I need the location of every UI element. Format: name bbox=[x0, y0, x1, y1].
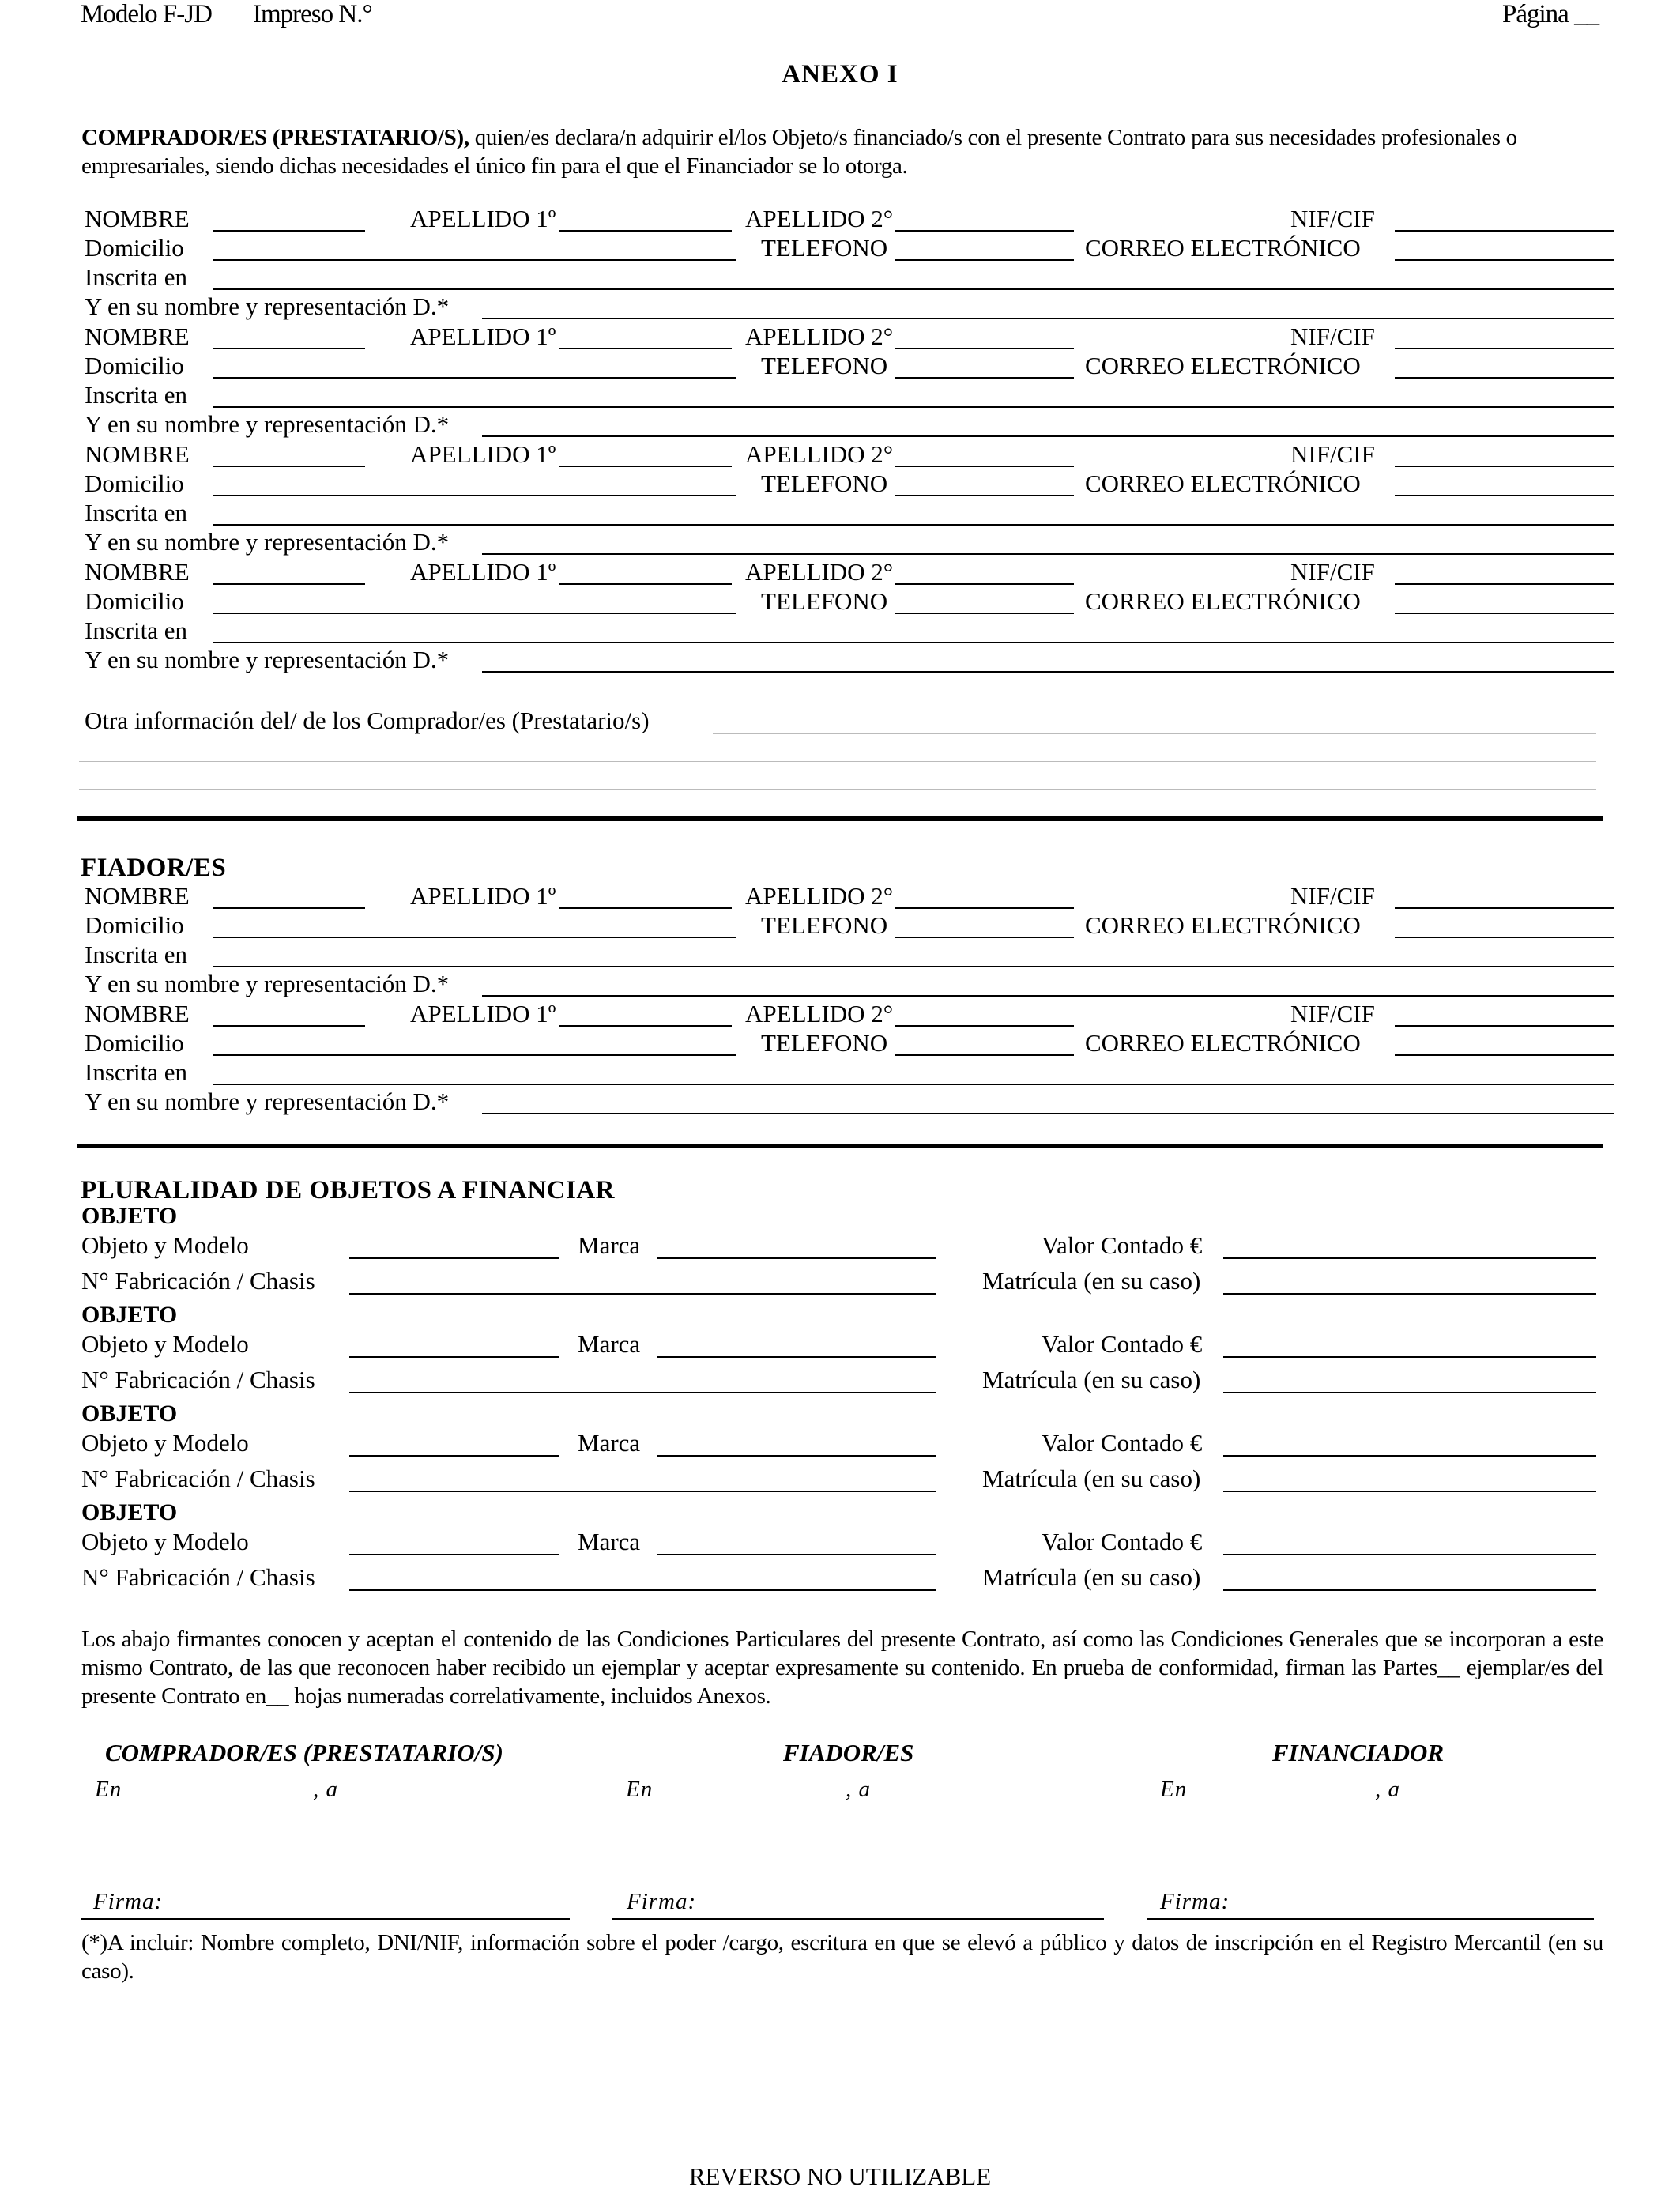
sig-comprador-en: En bbox=[95, 1777, 122, 1802]
comprador-1-apellido1-field[interactable] bbox=[559, 230, 732, 232]
fiador-2-nif-field[interactable] bbox=[1395, 1025, 1614, 1027]
otra-informacion-line-1[interactable] bbox=[713, 733, 1596, 734]
comprador-2-apellido2-label: APELLIDO 2° bbox=[745, 322, 894, 350]
comprador-1-nombre-label: NOMBRE bbox=[85, 205, 190, 232]
comprador-1-inscrita-label: Inscrita en bbox=[85, 263, 187, 291]
fiador-2-telefono-label: TELEFONO bbox=[761, 1029, 888, 1057]
fiador-2-domicilio-label: Domicilio bbox=[85, 1029, 184, 1057]
comprador-2-nombre-field[interactable] bbox=[213, 348, 365, 349]
fiador-1-correo-label: CORREO ELECTRÓNICO bbox=[1085, 911, 1361, 939]
objeto-3-marca-label: Marca bbox=[578, 1429, 641, 1457]
objeto-1-objeto-modelo-label: Objeto y Modelo bbox=[81, 1231, 249, 1259]
objeto-2-valor-label: Valor Contado € bbox=[1042, 1330, 1203, 1358]
comprador-2-telefono-field[interactable] bbox=[895, 377, 1074, 379]
fiador-1-telefono-field[interactable] bbox=[895, 937, 1074, 938]
fiador-1-apellido1-field[interactable] bbox=[559, 907, 732, 909]
comprador-4-inscrita-field[interactable] bbox=[213, 642, 1614, 643]
fiador-2-correo-label: CORREO ELECTRÓNICO bbox=[1085, 1029, 1361, 1057]
comprador-2-domicilio-label: Domicilio bbox=[85, 352, 184, 379]
fiador-2-nombre-field[interactable] bbox=[213, 1025, 365, 1027]
comprador-3-nombre-field[interactable] bbox=[213, 466, 365, 467]
comprador-4-apellido2-field[interactable] bbox=[895, 583, 1074, 585]
comprador-1-nif-label: NIF/CIF bbox=[1290, 205, 1375, 232]
comprador-3-apellido1-label: APELLIDO 1º bbox=[410, 440, 556, 468]
comprador-2-correo-field[interactable] bbox=[1395, 377, 1614, 379]
fiador-2-domicilio-field[interactable] bbox=[213, 1054, 736, 1056]
otra-informacion-line-3[interactable] bbox=[79, 789, 1596, 790]
fiador-2-telefono-field[interactable] bbox=[895, 1054, 1074, 1056]
comprador-3-telefono-label: TELEFONO bbox=[761, 469, 888, 497]
fiador-1-domicilio-label: Domicilio bbox=[85, 911, 184, 939]
compradores-intro bbox=[81, 123, 1603, 180]
fiador-1-apellido2-field[interactable] bbox=[895, 907, 1074, 909]
comprador-2-apellido1-label: APELLIDO 1º bbox=[410, 322, 556, 350]
comprador-4-representacion-field[interactable] bbox=[482, 671, 1614, 673]
comprador-4-nombre-label: NOMBRE bbox=[85, 558, 190, 586]
fiador-1-nombre-label: NOMBRE bbox=[85, 882, 190, 910]
objeto-3-marca-field[interactable] bbox=[657, 1455, 936, 1457]
closing-paragraph: Los abajo firmantes conocen y aceptan el contenido de las Condiciones Particulares del presente Contrato, así como las Condiciones Generales que se incorporan a este mismo Contrato, de las que reconocen haber recibido un ejemplar y aceptar expresamente su contenido. En prueba de conformidad, firman las Partes__ ejemplar/es del presente Contrato en__ hojas numeradas correlativamente, incluidos Anexos. bbox=[81, 1627, 1603, 1709]
section-divider bbox=[77, 816, 1603, 821]
sig-fiador-a: , a bbox=[846, 1777, 871, 1802]
comprador-1-apellido2-field[interactable] bbox=[895, 230, 1074, 232]
page-title: ANEXO I bbox=[782, 60, 898, 89]
fiador-1-inscrita-label: Inscrita en bbox=[85, 941, 187, 968]
objeto-2-marca-label: Marca bbox=[578, 1330, 641, 1358]
comprador-2-representacion-label: Y en su nombre y representación D.* bbox=[85, 410, 450, 438]
objeto-4-marca-label: Marca bbox=[578, 1528, 641, 1555]
comprador-2-inscrita-label: Inscrita en bbox=[85, 381, 187, 409]
comprador-3-correo-label: CORREO ELECTRÓNICO bbox=[1085, 469, 1361, 497]
sig-financiador-heading: FINANCIADOR bbox=[1272, 1739, 1445, 1766]
pagina-label: Página __ bbox=[1502, 0, 1599, 28]
comprador-4-domicilio-label: Domicilio bbox=[85, 587, 184, 615]
fiador-1-representacion-label: Y en su nombre y representación D.* bbox=[85, 970, 450, 997]
objeto-2-marca-field[interactable] bbox=[657, 1356, 936, 1358]
sig-comprador-a: , a bbox=[313, 1777, 338, 1802]
objeto-2-matricula-label: Matrícula (en su caso) bbox=[982, 1366, 1201, 1393]
objeto-1-heading: OBJETO bbox=[81, 1203, 178, 1229]
fiador-2-apellido2-label: APELLIDO 2° bbox=[745, 1000, 894, 1027]
objeto-3-fabricacion-field[interactable] bbox=[349, 1491, 936, 1492]
comprador-2-telefono-label: TELEFONO bbox=[761, 352, 888, 379]
fiador-1-nombre-field[interactable] bbox=[213, 907, 365, 909]
impreso-label: Impreso N.° bbox=[253, 0, 372, 28]
comprador-3-inscrita-field[interactable] bbox=[213, 524, 1614, 526]
objeto-2-heading: OBJETO bbox=[81, 1302, 178, 1328]
comprador-1-apellido1-label: APELLIDO 1º bbox=[410, 205, 556, 232]
objeto-4-matricula-field[interactable] bbox=[1223, 1589, 1596, 1591]
modelo-label: Modelo F-JD bbox=[81, 0, 212, 28]
sig-fiador-heading: FIADOR/ES bbox=[783, 1739, 914, 1766]
comprador-2-domicilio-field[interactable] bbox=[213, 377, 736, 379]
comprador-4-correo-field[interactable] bbox=[1395, 613, 1614, 614]
fiador-2-inscrita-label: Inscrita en bbox=[85, 1058, 187, 1086]
fiador-1-representacion-field[interactable] bbox=[482, 995, 1614, 997]
fiador-2-correo-field[interactable] bbox=[1395, 1054, 1614, 1056]
fiador-1-inscrita-field[interactable] bbox=[213, 966, 1614, 967]
fiador-1-telefono-label: TELEFONO bbox=[761, 911, 888, 939]
comprador-4-correo-label: CORREO ELECTRÓNICO bbox=[1085, 587, 1361, 615]
comprador-3-nif-label: NIF/CIF bbox=[1290, 440, 1375, 468]
comprador-2-correo-label: CORREO ELECTRÓNICO bbox=[1085, 352, 1361, 379]
objeto-2-objeto-modelo-field[interactable] bbox=[349, 1356, 559, 1358]
comprador-4-telefono-label: TELEFONO bbox=[761, 587, 888, 615]
objeto-2-fabricacion-field[interactable] bbox=[349, 1392, 936, 1393]
comprador-3-apellido1-field[interactable] bbox=[559, 466, 732, 467]
comprador-3-correo-field[interactable] bbox=[1395, 495, 1614, 496]
comprador-1-nombre-field[interactable] bbox=[213, 230, 365, 232]
comprador-1-representacion-field[interactable] bbox=[482, 318, 1614, 319]
comprador-3-telefono-field[interactable] bbox=[895, 495, 1074, 496]
sig-comprador-heading: COMPRADOR/ES (PRESTATARIO/S) bbox=[105, 1739, 503, 1766]
comprador-2-apellido1-field[interactable] bbox=[559, 348, 732, 349]
comprador-3-domicilio-label: Domicilio bbox=[85, 469, 184, 497]
compradores-intro-text: quien/es declara/n adquirir el/los Objeto/s financiado/s con el presente Contrato para sus necesidades profesionales o empresariales, siendo dichas necesidades el único fin para el que el Financiador se lo otorga. bbox=[81, 125, 1517, 179]
comprador-1-inscrita-field[interactable] bbox=[213, 288, 1614, 290]
fiador-1-nif-label: NIF/CIF bbox=[1290, 882, 1375, 910]
comprador-3-representacion-field[interactable] bbox=[482, 553, 1614, 555]
fiador-2-representacion-field[interactable] bbox=[482, 1113, 1614, 1114]
objeto-1-fabricacion-field[interactable] bbox=[349, 1293, 936, 1295]
comprador-3-nif-field[interactable] bbox=[1395, 466, 1614, 467]
comprador-1-domicilio-label: Domicilio bbox=[85, 234, 184, 262]
fiador-2-nombre-label: NOMBRE bbox=[85, 1000, 190, 1027]
objeto-1-marca-label: Marca bbox=[578, 1231, 641, 1259]
comprador-3-apellido2-label: APELLIDO 2° bbox=[745, 440, 894, 468]
objeto-4-objeto-modelo-label: Objeto y Modelo bbox=[81, 1528, 249, 1555]
objeto-1-marca-field[interactable] bbox=[657, 1257, 936, 1259]
fiador-1-apellido1-label: APELLIDO 1º bbox=[410, 882, 556, 910]
comprador-1-telefono-label: TELEFONO bbox=[761, 234, 888, 262]
sig-fiador-line[interactable] bbox=[612, 1918, 1104, 1920]
fiador-2-apellido1-label: APELLIDO 1º bbox=[410, 1000, 556, 1027]
objeto-3-fabricacion-label: N° Fabricación / Chasis bbox=[81, 1465, 315, 1492]
objeto-1-valor-label: Valor Contado € bbox=[1042, 1231, 1203, 1259]
objeto-1-fabricacion-label: N° Fabricación / Chasis bbox=[81, 1267, 315, 1295]
comprador-2-representacion-field[interactable] bbox=[482, 435, 1614, 437]
comprador-4-nif-field[interactable] bbox=[1395, 583, 1614, 585]
comprador-3-apellido2-field[interactable] bbox=[895, 466, 1074, 467]
comprador-1-nif-field[interactable] bbox=[1395, 230, 1614, 232]
sig-comprador-firma: Firma: bbox=[93, 1889, 164, 1914]
comprador-2-apellido2-field[interactable] bbox=[895, 348, 1074, 349]
objeto-4-valor-field[interactable] bbox=[1223, 1554, 1596, 1555]
objeto-4-objeto-modelo-field[interactable] bbox=[349, 1554, 559, 1555]
comprador-2-nif-label: NIF/CIF bbox=[1290, 322, 1375, 350]
sig-financiador-en: En bbox=[1160, 1777, 1188, 1802]
comprador-4-inscrita-label: Inscrita en bbox=[85, 616, 187, 644]
comprador-4-nif-label: NIF/CIF bbox=[1290, 558, 1375, 586]
objeto-4-matricula-label: Matrícula (en su caso) bbox=[982, 1563, 1201, 1591]
fiadores-title: FIADOR/ES bbox=[81, 854, 227, 882]
fiador-2-nif-label: NIF/CIF bbox=[1290, 1000, 1375, 1027]
comprador-3-nombre-label: NOMBRE bbox=[85, 440, 190, 468]
objeto-4-valor-label: Valor Contado € bbox=[1042, 1528, 1203, 1555]
objetos-title: PLURALIDAD DE OBJETOS A FINANCIAR bbox=[81, 1176, 616, 1204]
objeto-3-valor-field[interactable] bbox=[1223, 1455, 1596, 1457]
sig-fiador-en: En bbox=[626, 1777, 654, 1802]
fiador-2-representacion-label: Y en su nombre y representación D.* bbox=[85, 1088, 450, 1115]
objeto-4-marca-field[interactable] bbox=[657, 1554, 936, 1555]
comprador-4-nombre-field[interactable] bbox=[213, 583, 365, 585]
objeto-3-matricula-field[interactable] bbox=[1223, 1491, 1596, 1492]
objeto-2-valor-field[interactable] bbox=[1223, 1356, 1596, 1358]
fiador-2-apellido1-field[interactable] bbox=[559, 1025, 732, 1027]
objeto-3-objeto-modelo-field[interactable] bbox=[349, 1455, 559, 1457]
fiador-1-nif-field[interactable] bbox=[1395, 907, 1614, 909]
sig-financiador-line[interactable] bbox=[1147, 1918, 1594, 1920]
sig-fiador-firma: Firma: bbox=[627, 1889, 697, 1914]
comprador-4-representacion-label: Y en su nombre y representación D.* bbox=[85, 646, 450, 673]
compradores-intro-bold: COMPRADOR/ES (PRESTATARIO/S), bbox=[81, 125, 469, 150]
objeto-3-matricula-label: Matrícula (en su caso) bbox=[982, 1465, 1201, 1492]
sig-financiador-firma: Firma: bbox=[1160, 1889, 1230, 1914]
comprador-1-domicilio-field[interactable] bbox=[213, 259, 736, 261]
objeto-4-fabricacion-label: N° Fabricación / Chasis bbox=[81, 1563, 315, 1591]
comprador-3-representacion-label: Y en su nombre y representación D.* bbox=[85, 528, 450, 556]
objeto-4-fabricacion-field[interactable] bbox=[349, 1589, 936, 1591]
objeto-2-matricula-field[interactable] bbox=[1223, 1392, 1596, 1393]
footer-note: REVERSO NO UTILIZABLE bbox=[688, 2162, 992, 2190]
fiador-1-apellido2-label: APELLIDO 2° bbox=[745, 882, 894, 910]
objeto-2-fabricacion-label: N° Fabricación / Chasis bbox=[81, 1366, 315, 1393]
fiador-2-inscrita-field[interactable] bbox=[213, 1084, 1614, 1085]
objeto-3-objeto-modelo-label: Objeto y Modelo bbox=[81, 1429, 249, 1457]
fiador-1-domicilio-field[interactable] bbox=[213, 937, 736, 938]
comprador-4-apellido1-field[interactable] bbox=[559, 583, 732, 585]
comprador-1-apellido2-label: APELLIDO 2° bbox=[745, 205, 894, 232]
objeto-2-objeto-modelo-label: Objeto y Modelo bbox=[81, 1330, 249, 1358]
comprador-1-correo-field[interactable] bbox=[1395, 259, 1614, 261]
objeto-1-objeto-modelo-field[interactable] bbox=[349, 1257, 559, 1259]
comprador-1-correo-label: CORREO ELECTRÓNICO bbox=[1085, 234, 1361, 262]
section-divider bbox=[77, 1144, 1603, 1148]
comprador-2-inscrita-field[interactable] bbox=[213, 406, 1614, 408]
comprador-4-apellido1-label: APELLIDO 1º bbox=[410, 558, 556, 586]
comprador-4-domicilio-field[interactable] bbox=[213, 613, 736, 614]
otra-informacion-label: Otra información del/ de los Comprador/es (Prestatario/s) bbox=[85, 707, 650, 734]
fiador-1-correo-field[interactable] bbox=[1395, 937, 1614, 938]
comprador-3-domicilio-field[interactable] bbox=[213, 495, 736, 496]
comprador-4-apellido2-label: APELLIDO 2° bbox=[745, 558, 894, 586]
sig-comprador-line[interactable] bbox=[81, 1918, 570, 1920]
objeto-3-heading: OBJETO bbox=[81, 1400, 178, 1427]
objeto-3-valor-label: Valor Contado € bbox=[1042, 1429, 1203, 1457]
footnote: (*)A incluir: Nombre completo, DNI/NIF, información sobre el poder /cargo, escritura en que se elevó a público y datos de inscripción en el Registro Mercantil (en su caso). bbox=[81, 1930, 1603, 1984]
comprador-2-nif-field[interactable] bbox=[1395, 348, 1614, 349]
objeto-4-heading: OBJETO bbox=[81, 1499, 178, 1525]
otra-informacion-line-2[interactable] bbox=[79, 761, 1596, 762]
objeto-1-valor-field[interactable] bbox=[1223, 1257, 1596, 1259]
comprador-1-representacion-label: Y en su nombre y representación D.* bbox=[85, 292, 450, 320]
sig-financiador-a: , a bbox=[1375, 1777, 1400, 1802]
comprador-1-telefono-field[interactable] bbox=[895, 259, 1074, 261]
fiador-2-apellido2-field[interactable] bbox=[895, 1025, 1074, 1027]
objeto-1-matricula-field[interactable] bbox=[1223, 1293, 1596, 1295]
objeto-1-matricula-label: Matrícula (en su caso) bbox=[982, 1267, 1201, 1295]
comprador-3-inscrita-label: Inscrita en bbox=[85, 499, 187, 526]
comprador-2-nombre-label: NOMBRE bbox=[85, 322, 190, 350]
comprador-4-telefono-field[interactable] bbox=[895, 613, 1074, 614]
